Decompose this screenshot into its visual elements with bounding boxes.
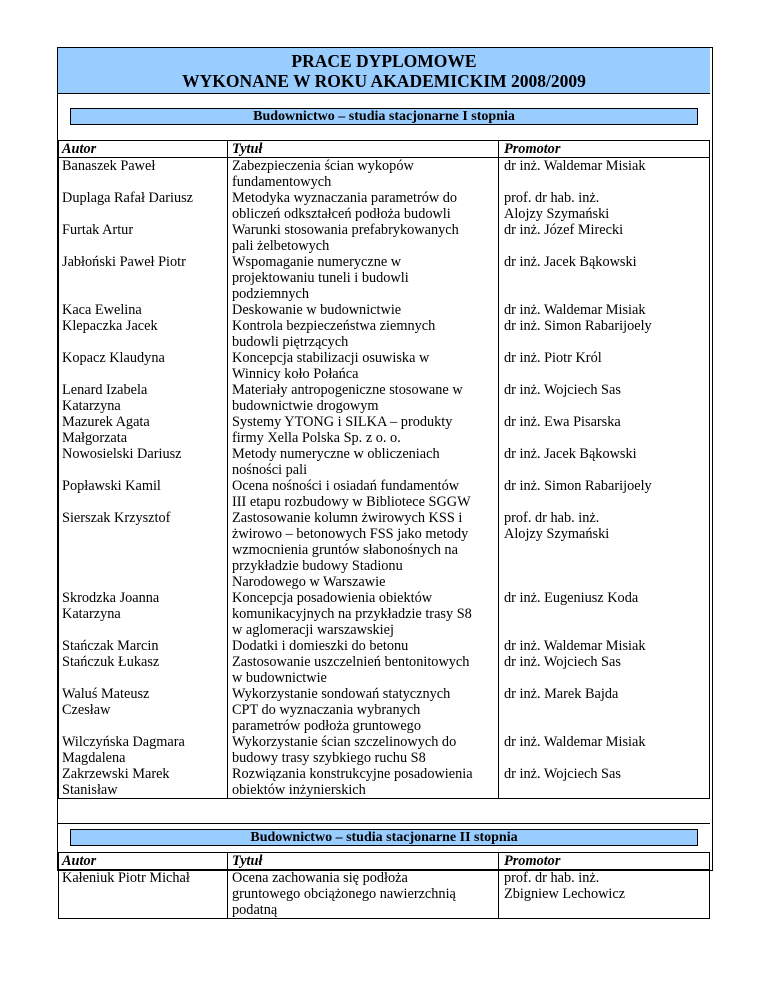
column-title: Tytuł [228, 141, 499, 158]
promoter-cell-line: prof. dr hab. inż. [504, 870, 600, 886]
author-cell [59, 158, 228, 191]
promoter-cell-line: dr inż. Piotr Król [504, 350, 602, 366]
promoter-cell-line: prof. dr hab. inż. [504, 510, 600, 526]
promoter-cell [499, 446, 710, 478]
author-cell [59, 590, 228, 638]
promoter-cell-line: Alojzy Szymański [504, 206, 610, 222]
author-cell [59, 638, 228, 654]
author-cell-line: Sierszak Krzysztof [62, 510, 171, 526]
title-cell [228, 222, 499, 254]
page-title [58, 48, 710, 94]
author-cell [59, 654, 228, 686]
title-cell-line: Wykorzystanie ścian szczelinowych do [232, 734, 457, 750]
promoter-cell [499, 766, 710, 799]
table-row [59, 414, 710, 446]
title-line-2: WYKONANE W ROKU AKADEMICKIM 2008/2009 [182, 71, 586, 91]
title-cell-line: gruntowego obciążonego nawierzchnią [232, 886, 456, 902]
title-cell [228, 414, 499, 446]
table-row [59, 254, 710, 302]
author-cell [59, 686, 228, 734]
author-cell-line: Nowosielski Dariusz [62, 446, 182, 462]
table-row [59, 766, 710, 799]
title-cell [228, 302, 499, 318]
promoter-cell [499, 158, 710, 191]
author-cell-line: Kałeniuk Piotr Michał [62, 870, 190, 886]
author-cell [59, 254, 228, 302]
title-cell-line: Ocena nośności i osiadań fundamentów [232, 478, 460, 494]
author-cell [59, 302, 228, 318]
author-cell-line: Skrodzka Joanna [62, 590, 160, 606]
author-cell-line: Stanisław [62, 782, 118, 798]
promoter-cell-line: Zbigniew Lechowicz [504, 886, 626, 902]
author-cell-line: Czesław [62, 702, 111, 718]
table-header-row [59, 141, 710, 158]
title-cell [228, 870, 499, 919]
title-cell [228, 254, 499, 302]
promoter-cell-line: dr inż. Waldemar Misiak [504, 158, 646, 174]
title-cell-line: Ocena zachowania się podłoża [232, 870, 408, 886]
title-cell-line: Rozwiązania konstrukcyjne posadowienia [232, 766, 473, 782]
author-cell [59, 446, 228, 478]
author-cell-line: Furtak Artur [62, 222, 134, 238]
title-cell [228, 350, 499, 382]
author-cell-line: Kopacz Klaudyna [62, 350, 165, 366]
promoter-cell [499, 318, 710, 350]
title-cell-line: komunikacyjnych na przykładzie trasy S8 [232, 606, 472, 622]
title-cell-line: Zastosowanie uszczelnień bentonitowych [232, 654, 470, 670]
table-row [59, 686, 710, 734]
table-row [59, 190, 710, 222]
author-cell [59, 478, 228, 510]
author-cell [59, 870, 228, 919]
title-cell [228, 478, 499, 510]
table-header-row [59, 853, 710, 870]
author-cell-line: Katarzyna [62, 606, 121, 622]
table-row [59, 654, 710, 686]
promoter-cell-line: dr inż. Wojciech Sas [504, 766, 621, 782]
title-cell [228, 446, 499, 478]
author-cell-line: Katarzyna [62, 398, 121, 414]
title-cell-line: pali żelbetowych [232, 238, 330, 254]
promoter-cell [499, 350, 710, 382]
promoter-cell [499, 590, 710, 638]
author-cell-line: Banaszek Paweł [62, 158, 156, 174]
table-row [59, 870, 710, 919]
title-cell-line: Materiały antropogeniczne stosowane w [232, 382, 463, 398]
promoter-cell [499, 302, 710, 318]
table-row [59, 446, 710, 478]
title-cell-line: Winnicy koło Połańca [232, 366, 359, 382]
title-cell-line: III etapu rozbudowy w Bibliotece SGGW [232, 494, 471, 510]
title-cell-line: parametrów podłoża gruntowego [232, 718, 421, 734]
promoter-cell-line: dr inż. Ewa Pisarska [504, 414, 621, 430]
promoter-cell-line: dr inż. Marek Bajda [504, 686, 619, 702]
column-author: Autor [59, 141, 228, 158]
author-cell-line: Małgorzata [62, 430, 128, 446]
promoter-cell-line: prof. dr hab. inż. [504, 190, 600, 206]
promoter-cell-line: dr inż. Simon Rabarijoely [504, 478, 652, 494]
title-cell-line: nośności pali [232, 462, 308, 478]
title-cell-line: budownictwie drogowym [232, 398, 379, 414]
promoter-cell-line: dr inż. Eugeniusz Koda [504, 590, 639, 606]
author-cell-line: Kaca Ewelina [62, 302, 142, 318]
author-cell-line: Magdalena [62, 750, 126, 766]
table-row [59, 638, 710, 654]
promoter-cell [499, 382, 710, 414]
promoter-cell [499, 414, 710, 446]
title-cell-line: Wykorzystanie sondowań statycznych [232, 686, 451, 702]
title-cell-line: podziemnych [232, 286, 310, 302]
author-cell [59, 510, 228, 590]
title-cell-line: Koncepcja posadowienia obiektów [232, 590, 433, 606]
author-cell [59, 382, 228, 414]
author-cell [59, 766, 228, 799]
title-cell [228, 382, 499, 414]
table-row [59, 478, 710, 510]
promoter-cell [499, 254, 710, 302]
table-row [59, 350, 710, 382]
author-cell [59, 414, 228, 446]
title-cell-line: Zastosowanie kolumn żwirowych KSS i [232, 510, 463, 526]
title-cell [228, 510, 499, 590]
title-cell-line: podatną [232, 902, 278, 918]
promoter-cell-line: dr inż. Waldemar Misiak [504, 638, 646, 654]
promoter-cell-line: dr inż. Józef Mirecki [504, 222, 624, 238]
section-heading-2: Budownictwo – studia stacjonarne II stopnia [70, 829, 698, 846]
title-cell [228, 190, 499, 222]
title-cell-line: Wspomaganie numeryczne w [232, 254, 402, 270]
title-cell-line: Metodyka wyznaczania parametrów do [232, 190, 458, 206]
promoter-cell [499, 222, 710, 254]
promoter-cell-line: dr inż. Wojciech Sas [504, 654, 621, 670]
promoter-cell [499, 654, 710, 686]
author-cell-line: Jabłoński Paweł Piotr [62, 254, 186, 270]
table-row [59, 510, 710, 590]
table-row [59, 318, 710, 350]
author-cell-line: Lenard Izabela [62, 382, 148, 398]
title-cell-line: żwirowo – betonowych FSS jako metody [232, 526, 469, 542]
author-cell-line: Duplaga Rafał Dariusz [62, 190, 194, 206]
author-cell [59, 350, 228, 382]
title-cell-line: fundamentowych [232, 174, 332, 190]
title-cell [228, 686, 499, 734]
table-row [59, 158, 710, 191]
promoter-cell [499, 510, 710, 590]
section-heading-1: Budownictwo – studia stacjonarne I stopnia [70, 108, 698, 125]
promoter-cell [499, 686, 710, 734]
title-cell-line: Dodatki i domieszki do betonu [232, 638, 409, 654]
title-cell-line: Kontrola bezpieczeństwa ziemnych [232, 318, 436, 334]
table-row [59, 382, 710, 414]
author-cell-line: Zakrzewski Marek [62, 766, 170, 782]
promoter-cell [499, 190, 710, 222]
title-cell-line: firmy Xella Polska Sp. z o. o. [232, 430, 401, 446]
promoter-cell-line: dr inż. Waldemar Misiak [504, 734, 646, 750]
promoter-cell-line: dr inż. Wojciech Sas [504, 382, 621, 398]
table-row [59, 734, 710, 766]
title-cell [228, 158, 499, 191]
title-cell [228, 590, 499, 638]
author-cell [59, 318, 228, 350]
title-cell [228, 734, 499, 766]
theses-table-1 [58, 140, 710, 799]
title-cell-line: CPT do wyznaczania wybranych [232, 702, 421, 718]
title-cell-line: w aglomeracji warszawskiej [232, 622, 394, 638]
section-divider [58, 823, 710, 824]
author-cell-line: Wilczyńska Dagmara [62, 734, 185, 750]
theses-table-2 [58, 852, 710, 919]
title-cell-line: Koncepcja stabilizacji osuwiska w [232, 350, 430, 366]
table-row [59, 590, 710, 638]
author-cell-line: Stańczuk Łukasz [62, 654, 160, 670]
author-cell-line: Klepaczka Jacek [62, 318, 158, 334]
title-cell [228, 318, 499, 350]
promoter-cell-line: dr inż. Jacek Bąkowski [504, 446, 637, 462]
title-cell-line: Metody numeryczne w obliczeniach [232, 446, 440, 462]
author-cell-line: Waluś Mateusz [62, 686, 150, 702]
column-promoter: Promotor [499, 853, 710, 870]
promoter-cell [499, 638, 710, 654]
promoter-cell-line: dr inż. Jacek Bąkowski [504, 254, 637, 270]
title-cell-line: obliczeń odkształceń podłoża budowli [232, 206, 451, 222]
title-cell-line: w budownictwie [232, 670, 327, 686]
title-cell-line: budowy trasy szybkiego ruchu S8 [232, 750, 426, 766]
title-cell-line: Narodowego w Warszawie [232, 574, 386, 590]
title-cell [228, 654, 499, 686]
promoter-cell [499, 478, 710, 510]
promoter-cell-line: dr inż. Waldemar Misiak [504, 302, 646, 318]
author-cell-line: Popławski Kamil [62, 478, 161, 494]
promoter-cell [499, 870, 710, 919]
title-cell-line: obiektów inżynierskich [232, 782, 366, 798]
title-cell-line: projektowaniu tuneli i budowli [232, 270, 409, 286]
title-cell-line: wzmocnienia gruntów słabonośnych na [232, 542, 458, 558]
title-cell-line: Zabezpieczenia ścian wykopów [232, 158, 414, 174]
title-cell [228, 638, 499, 654]
promoter-cell [499, 734, 710, 766]
column-promoter: Promotor [499, 141, 710, 158]
table-row [59, 222, 710, 254]
title-cell-line: Warunki stosowania prefabrykowanych [232, 222, 459, 238]
promoter-cell-line: dr inż. Simon Rabarijoely [504, 318, 652, 334]
author-cell-line: Mazurek Agata [62, 414, 150, 430]
table-row [59, 302, 710, 318]
column-title: Tytuł [228, 853, 499, 870]
author-cell [59, 734, 228, 766]
title-cell-line: Deskowanie w budownictwie [232, 302, 402, 318]
title-cell-line: przykładzie budowy Stadionu [232, 558, 403, 574]
column-author: Autor [59, 853, 228, 870]
title-cell-line: Systemy YTONG i SILKA – produkty [232, 414, 453, 430]
title-cell [228, 766, 499, 799]
author-cell [59, 190, 228, 222]
title-line-1: PRACE DYPLOMOWE [291, 51, 477, 71]
author-cell-line: Stańczak Marcin [62, 638, 159, 654]
promoter-cell-line: Alojzy Szymański [504, 526, 610, 542]
author-cell [59, 222, 228, 254]
title-cell-line: budowli piętrzących [232, 334, 349, 350]
